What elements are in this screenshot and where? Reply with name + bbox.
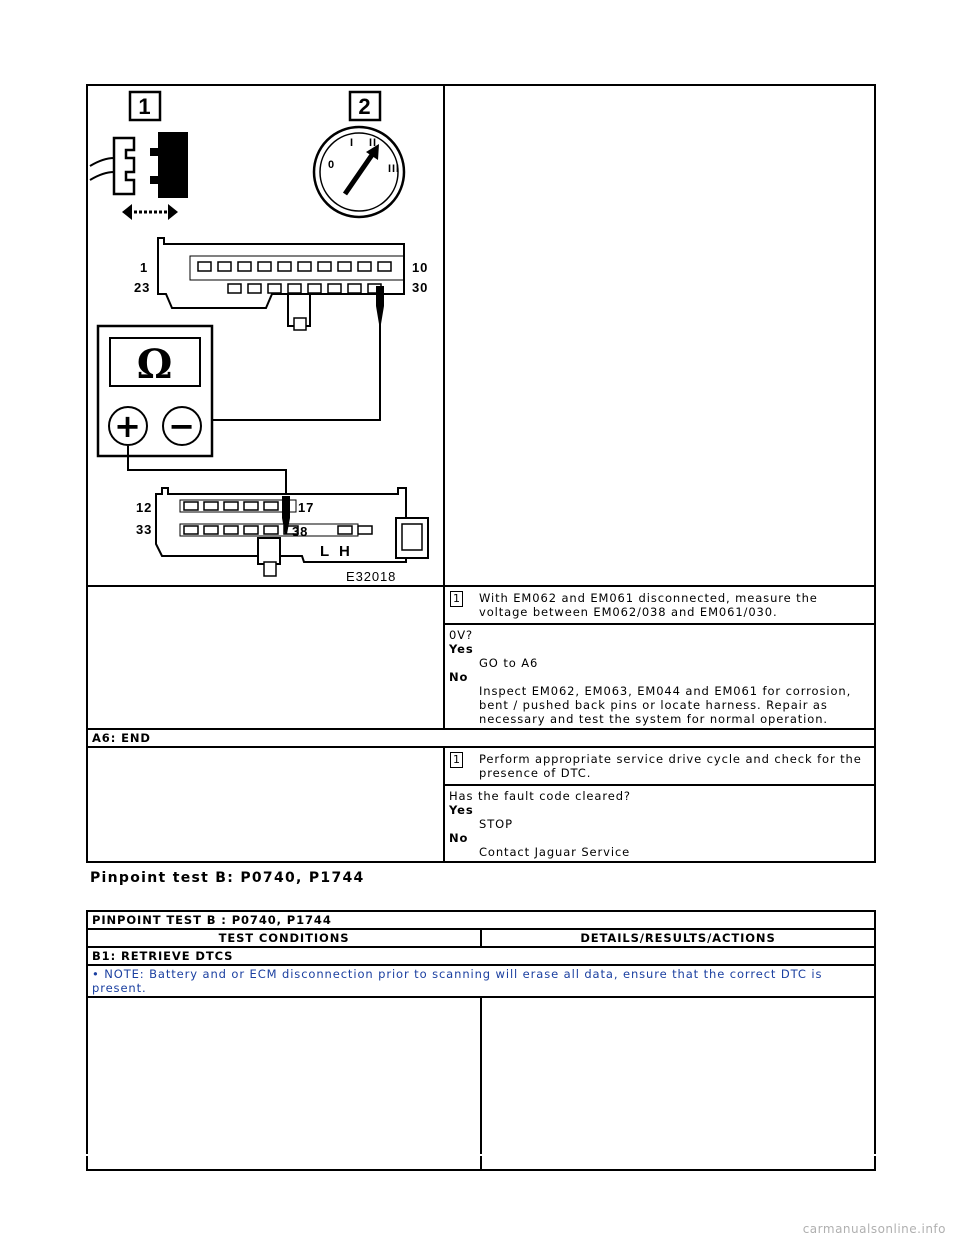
col-test-conditions: TEST CONDITIONS (87, 929, 481, 947)
side-label: L H (320, 543, 353, 560)
a5-question: 0V? (449, 628, 473, 642)
a5-yes-label: Yes (449, 642, 474, 656)
ignition-pos-1: I (350, 137, 354, 149)
figure-id: E32018 (346, 569, 397, 584)
pin-label-12: 12 (136, 500, 153, 515)
a5-no-label: No (449, 670, 469, 684)
a5-instruction-cell (444, 586, 875, 624)
a6-header: A6: END (87, 729, 875, 747)
a5-no-action: Inspect EM062, EM063, EM044 and EM061 for corrosion, bent / pushed back pins or locate harness. Repair as necessary and test the system for normal operation. (479, 684, 852, 726)
a5-yes-action: GO to A6 (479, 656, 539, 670)
plus-terminal: + (114, 407, 142, 445)
b1-header: B1: RETRIEVE DTCS (87, 947, 875, 965)
ignition-pos-2: II (369, 137, 377, 149)
diagram-right-blank (444, 85, 875, 586)
pin-label-17: 17 (298, 500, 315, 515)
watermark: carmanualsonline.info (802, 1222, 946, 1236)
pin-label-30: 30 (412, 280, 429, 295)
multimeter-icon (98, 326, 212, 456)
callout-1-label: 1 (138, 94, 152, 119)
col-details-results: DETAILS/RESULTS/ACTIONS (481, 929, 875, 947)
pin-label-33: 33 (136, 522, 153, 537)
lead-negative (208, 324, 380, 420)
pin-label-10: 10 (412, 260, 429, 275)
minus-terminal: − (168, 407, 196, 445)
upper-connector (134, 238, 428, 330)
a6-question: Has the fault code cleared? (449, 789, 631, 803)
pin-label-1: 1 (140, 260, 149, 275)
pinpoint-test-a-table (86, 84, 876, 863)
test-b-title: PINPOINT TEST B : P0740, P1744 (87, 911, 875, 929)
ohm-symbol: Ω (136, 341, 174, 388)
connector-diagram (88, 86, 443, 585)
diagram-cell (87, 85, 444, 586)
a6-no-label: No (449, 831, 469, 845)
a6-instruction-cell (444, 747, 875, 785)
a6-no-action: Contact Jaguar Service (479, 845, 631, 859)
b1-note: • NOTE: Battery and or ECM disconnection prior to scanning will erase all data, ensure that the correct DTC is present. (87, 965, 875, 997)
b1-left-cell (87, 997, 481, 1170)
section-title: Pinpoint test B: P0740, P1744 (90, 870, 365, 886)
a5-instruction: With EM062 and EM061 disconnected, measure the voltage between EM062/038 and EM061/030. (479, 591, 818, 619)
ignition-pos-3: III (388, 163, 400, 175)
pin-label-23: 23 (134, 280, 151, 295)
callout-2-label: 2 (358, 94, 372, 119)
a6-conditions-cell (87, 747, 444, 862)
a6-yes-label: Yes (449, 803, 474, 817)
a5-conditions-cell (87, 586, 444, 729)
a6-instruction: Perform appropriate service drive cycle and check for the presence of DTC. (479, 752, 862, 780)
a6-yes-action: STOP (479, 817, 513, 831)
ignition-switch-icon (314, 127, 404, 217)
a5-step-number: 1 (450, 591, 463, 607)
a6-step-number: 1 (450, 752, 463, 768)
probe-upper-icon (376, 286, 384, 324)
b1-right-cell (481, 997, 875, 1170)
a6-results-cell (444, 785, 875, 862)
ignition-pos-0: 0 (328, 159, 336, 171)
pinpoint-test-b-table (86, 910, 876, 1171)
pin-label-38: 38 (292, 524, 309, 539)
bottom-cutoff (86, 1154, 876, 1156)
disconnected-connector-icon (90, 132, 188, 220)
a5-results-cell (444, 624, 875, 729)
